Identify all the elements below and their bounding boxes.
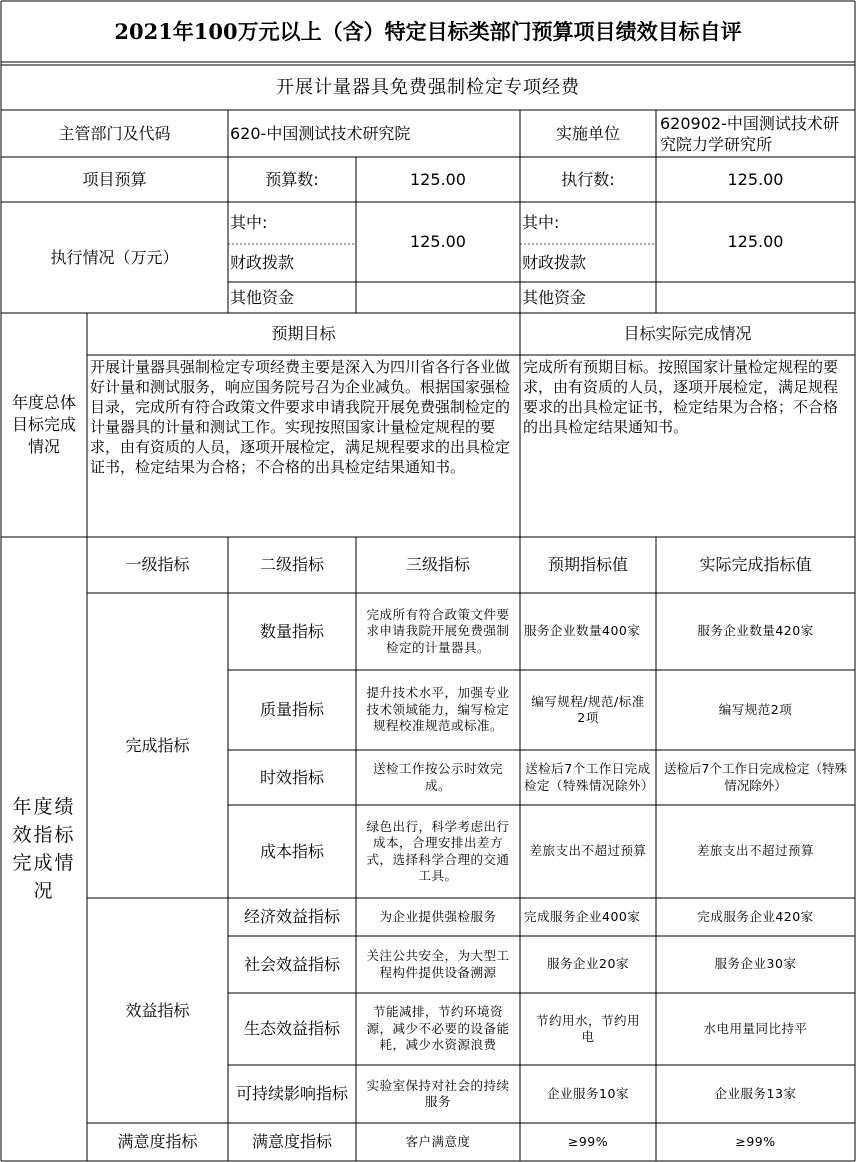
row-sustainable-actual: 企业服务13家 — [714, 1085, 797, 1101]
row-economic-expected: 完成服务企业400家 — [524, 908, 641, 924]
header-level2: 二级指标 — [259, 555, 324, 574]
header-expected: 预期指标值 — [547, 555, 628, 574]
row-sustainable-expected: 企业服务10家 — [547, 1085, 629, 1101]
group-benefit: 效益指标 — [125, 1000, 190, 1020]
row-cost-l2: 成本指标 — [259, 841, 324, 861]
row-ecological-actual: 水电用量同比持平 — [703, 1020, 808, 1036]
exec-fiscal-value: 125.00 — [727, 232, 784, 251]
exec-of-which-label: 其中: — [522, 213, 560, 232]
group-satisfaction: 满意度指标 — [117, 1132, 198, 1151]
row-satisfaction-l2: 满意度指标 — [251, 1132, 332, 1151]
row-timeliness-l2: 时效指标 — [259, 767, 324, 787]
row-quantity-l2: 数量指标 — [259, 621, 324, 641]
row-timeliness-expected: 送检后7个工作日完成检定（特殊情况除外） — [524, 761, 655, 793]
row-economic-actual: 完成服务企业420家 — [697, 908, 814, 924]
dept-label: 主管部门及代码 — [58, 123, 171, 143]
annual-goal-label: 年度总体目标完成情况 — [11, 393, 76, 456]
perf-section-label: 年度绩效指标完成情况 — [12, 796, 76, 902]
budget-of-which-label: 其中: — [230, 213, 268, 232]
row-economic-l2: 经济效益指标 — [243, 907, 340, 926]
group-completion: 完成指标 — [125, 735, 190, 755]
row-cost-expected: 差旅支出不超过预算 — [529, 843, 647, 859]
row-quantity-l3: 完成所有符合政策文件要求申请我院开展免费强制检定的计量器具。 — [366, 606, 510, 655]
row-ecological-l2: 生态效益指标 — [243, 1019, 340, 1038]
row-social-l2: 社会效益指标 — [243, 954, 340, 974]
exec-amount-label: 执行数: — [561, 169, 615, 189]
exec-amount-value: 125.00 — [727, 169, 784, 189]
budget-fiscal-label: 财政拨款 — [230, 253, 295, 272]
row-quality-l2: 质量指标 — [259, 700, 324, 719]
exec-other-funds-label: 其他资金 — [522, 287, 587, 307]
row-sustainable-l3: 实验室保持对社会的持续服务 — [366, 1077, 510, 1109]
row-satisfaction-actual: ≥99% — [735, 1133, 776, 1149]
row-quality-actual: 编写规范2项 — [718, 701, 793, 717]
row-sustainable-l2: 可持续影响指标 — [236, 1084, 349, 1103]
row-social-actual: 服务企业30家 — [714, 956, 797, 972]
row-economic-l3: 为企业提供强检服务 — [379, 908, 497, 924]
row-quantity-actual: 服务企业数量420家 — [697, 623, 814, 639]
row-quantity-expected: 服务企业数量400家 — [524, 623, 641, 639]
impl-unit-value: 620902-中国测试技术研究院力学研究所 — [660, 113, 839, 154]
row-cost-l3: 绿色出行，科学考虑出行成本，合理安排出差方式，选择科学合理的交通工具。 — [366, 818, 510, 883]
row-satisfaction-l3: 客户满意度 — [405, 1133, 471, 1149]
row-ecological-l3: 节能减排，节约环境资源，减少不必要的设备能耗，减少水资源浪费 — [366, 1004, 510, 1053]
budget-fiscal-value: 125.00 — [410, 232, 466, 251]
expected-goal-text: 开展计量器具强制检定专项经费主要是深入为四川省各行各业做好计量和测试服务，响应国务院号召为企业减负。根据国家强检目录，完成所有符合政策文件要求申请我院开展免费强制检定的计量器具的计量和测试工作。实现按照国家计量检定规程的要求，由有资质的人员，逐项开展检定，满足规程要求的出具检定证书，检定结果为合格；不合格的出具检定结果通知书。 — [90, 358, 511, 476]
row-social-l3: 关注公共安全，为大型工程构件提供设备溯源 — [366, 948, 510, 980]
actual-goal-text: 完成所有预期目标。按照国家计量检定规程的要求，由有资质的人员，逐项开展检定，满足规程要求的出具检定证书，检定结果为合格；不合格的出具检定结果通知书。 — [523, 358, 839, 436]
budget-amount-value: 125.00 — [410, 169, 466, 189]
dept-value: 620-中国测试技术研究院 — [230, 123, 411, 143]
page-title: 2021年100万元以上（含）特定目标类部门预算项目绩效目标自评 — [114, 18, 742, 44]
header-level1: 一级指标 — [125, 555, 190, 574]
exec-fiscal-label: 财政拨款 — [522, 253, 587, 272]
impl-unit-label: 实施单位 — [555, 123, 620, 143]
project-name: 开展计量器具免费强制检定专项经费 — [276, 76, 580, 98]
row-quality-l3: 提升技术水平，加强专业技术领域能力，编写检定规程校准规范或标准。 — [366, 685, 510, 734]
row-timeliness-l3: 送检工作按公示时效完成。 — [372, 761, 503, 793]
row-social-expected: 服务企业20家 — [547, 956, 629, 972]
row-satisfaction-expected: ≥99% — [567, 1133, 609, 1149]
actual-goal-header: 目标实际完成情况 — [623, 324, 752, 343]
row-cost-actual: 差旅支出不超过预算 — [696, 843, 814, 859]
execution-label: 执行情况（万元） — [50, 247, 179, 267]
row-ecological-expected: 节约用水，节约用电 — [535, 1012, 640, 1044]
expected-goal-header: 预期目标 — [271, 324, 336, 343]
budget-amount-label: 预算数: — [265, 169, 319, 189]
header-level3: 三级指标 — [405, 555, 470, 574]
row-timeliness-actual: 送检后7个工作日完成检定（特殊情况除外） — [664, 761, 847, 793]
header-actual: 实际完成指标值 — [699, 555, 812, 574]
budget-other-funds-label: 其他资金 — [230, 287, 295, 307]
budget-label: 项目预算 — [82, 169, 147, 189]
row-quality-expected: 编写规程/规范/标准2项 — [531, 693, 645, 725]
